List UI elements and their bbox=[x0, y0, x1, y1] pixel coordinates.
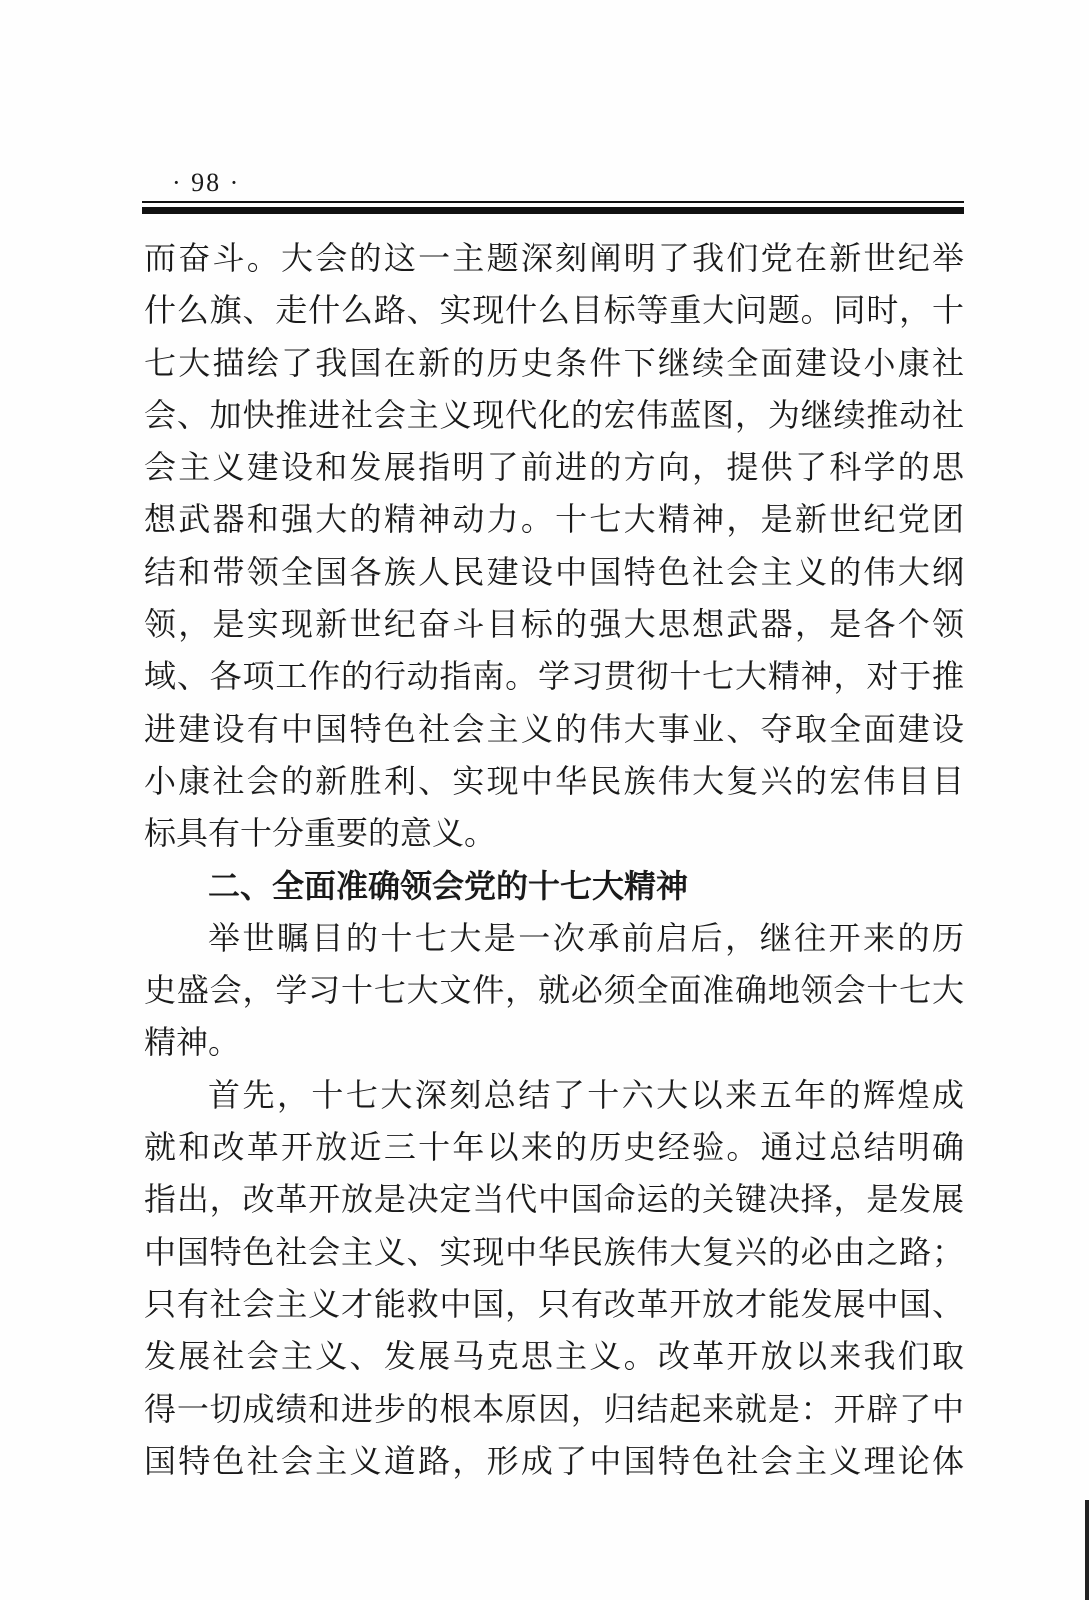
text-line: 标具有十分重要的意义。 bbox=[144, 814, 497, 853]
text-line: 中国特色社会主义、实现中华民族伟大复兴的必由之路； bbox=[144, 1232, 964, 1271]
text-line: 精神。 bbox=[144, 1023, 241, 1062]
text-line: 举世瞩目的十七大是一次承前启后，继往开来的历 bbox=[208, 918, 964, 957]
scan-edge-mark bbox=[1085, 1500, 1089, 1600]
header-rule-thick bbox=[142, 207, 964, 214]
paragraph-1 bbox=[144, 232, 964, 860]
text-line: 发展社会主义、发展马克思主义。改革开放以来我们取 bbox=[144, 1337, 964, 1376]
text-line: 小康社会的新胜利、实现中华民族伟大复兴的宏伟目目 bbox=[144, 761, 964, 800]
paragraph-3 bbox=[144, 1069, 964, 1487]
text-line: 什么旗、走什么路、实现什么目标等重大问题。同时，十 bbox=[144, 291, 964, 330]
text-line: 国特色社会主义道路，形成了中国特色社会主义理论体 bbox=[144, 1441, 964, 1480]
text-line: 域、各项工作的行动指南。学习贯彻十七大精神，对于推 bbox=[144, 657, 964, 696]
text-line: 会、加快推进社会主义现代化的宏伟蓝图，为继续推动社 bbox=[144, 395, 964, 434]
text-line: 史盛会，学习十七大文件，就必须全面准确地领会十七大 bbox=[144, 971, 964, 1010]
text-line: 会主义建设和发展指明了前进的方向，提供了科学的思 bbox=[144, 448, 964, 487]
header-rule-thin bbox=[142, 201, 964, 203]
text-line: 首先，十七大深刻总结了十六大以来五年的辉煌成 bbox=[208, 1075, 964, 1114]
section-heading: 二、全面准确领会党的十七大精神 bbox=[208, 866, 689, 905]
text-line: 想武器和强大的精神动力。十七大精神，是新世纪党团 bbox=[144, 500, 964, 539]
text-line: 而奋斗。大会的这一主题深刻阐明了我们党在新世纪举 bbox=[144, 239, 964, 277]
text-line: 得一切成绩和进步的根本原因，归结起来就是：开辟了中 bbox=[144, 1389, 964, 1428]
text-line: 就和改革开放近三十年以来的历史经验。通过总结明确 bbox=[144, 1128, 964, 1167]
paragraph-2 bbox=[144, 912, 964, 1069]
text-line: 进建设有中国特色社会主义的伟大事业、夺取全面建设 bbox=[144, 709, 964, 748]
page-number: · 98 · bbox=[172, 168, 241, 197]
text-line: 领，是实现新世纪奋斗目标的强大思想武器，是各个领 bbox=[144, 605, 964, 644]
text-line: 指出，改革开放是决定当代中国命运的关键决择，是发展 bbox=[144, 1180, 964, 1219]
body-text bbox=[144, 232, 964, 1487]
text-line: 结和带领全国各族人民建设中国特色社会主义的伟大纲 bbox=[144, 552, 964, 591]
text-line: 只有社会主义才能救中国，只有改革开放才能发展中国、 bbox=[144, 1284, 964, 1323]
text-line: 七大描绘了我国在新的历史条件下继续全面建设小康社 bbox=[144, 343, 964, 382]
